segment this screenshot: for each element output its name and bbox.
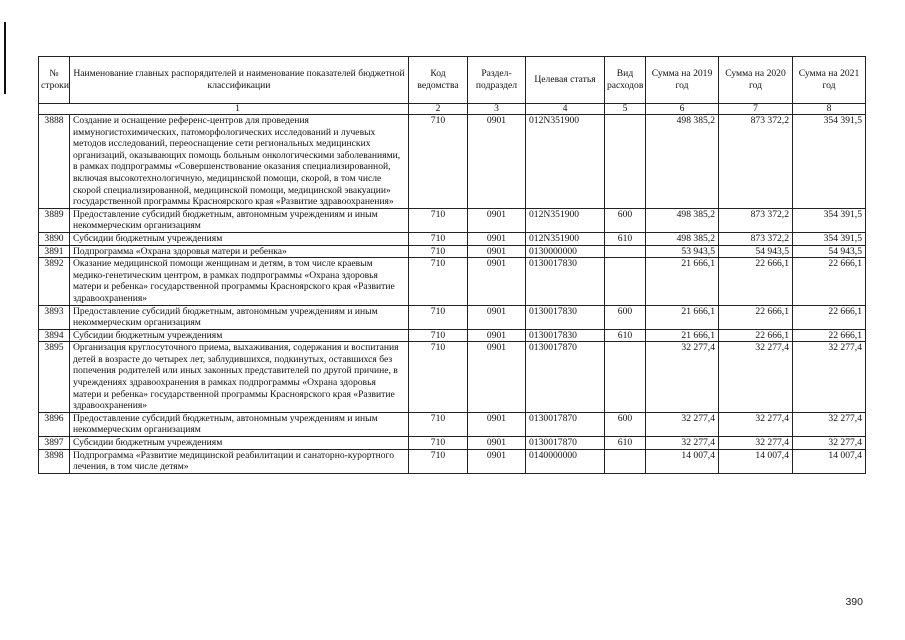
row-amount-2019: 21 666,1 — [646, 258, 719, 305]
column-number: 7 — [719, 104, 793, 115]
row-amount-2020: 873 372,2 — [719, 115, 793, 209]
row-expense-type — [605, 115, 646, 209]
row-department-code: 710 — [409, 245, 468, 258]
row-department-code: 710 — [409, 449, 468, 473]
table-row — [39, 449, 866, 473]
row-department-code: 710 — [409, 305, 468, 329]
row-name: Предоставление субсидий бюджетным, автономным учреждениям и иным некоммерческим организациям — [70, 412, 409, 436]
col-header-name: Наименование главных распорядителей и наименование показателей бюджетной классификации — [70, 57, 409, 104]
row-target-article: 0130017830 — [526, 258, 605, 305]
row-section: 0901 — [468, 115, 526, 209]
row-amount-2020: 32 277,4 — [719, 342, 793, 413]
row-number: 3889 — [39, 208, 70, 232]
row-department-code: 710 — [409, 258, 468, 305]
row-name: Оказание медицинской помощи женщинам и детям, в том числе краевым медико-генетическим центром, в рамках подпрограммы «Охрана здоровья матери и ребенка» государственной программы Красноярского края «Развитие здравоохранения» — [70, 258, 409, 305]
column-number: 3 — [468, 104, 526, 115]
row-section: 0901 — [468, 258, 526, 305]
row-number: 3898 — [39, 449, 70, 473]
row-amount-2019: 498 385,2 — [646, 115, 719, 209]
row-department-code: 710 — [409, 232, 468, 245]
row-target-article: 0130017830 — [526, 329, 605, 342]
col-header-num: № строки — [39, 57, 70, 104]
row-name: Подпрограмма «Охрана здоровья матери и ребенка» — [70, 245, 409, 258]
col-header-2019: Сумма на 2019 год — [646, 57, 719, 104]
col-header-2020: Сумма на 2020 год — [719, 57, 793, 104]
row-department-code: 710 — [409, 115, 468, 209]
row-amount-2019: 32 277,4 — [646, 412, 719, 436]
column-number: 8 — [793, 104, 866, 115]
row-amount-2020: 32 277,4 — [719, 437, 793, 450]
column-number: 5 — [605, 104, 646, 115]
row-amount-2019: 21 666,1 — [646, 305, 719, 329]
row-amount-2021: 22 666,1 — [793, 329, 866, 342]
row-expense-type: 610 — [605, 437, 646, 450]
row-target-article: 0130000000 — [526, 245, 605, 258]
row-name: Субсидии бюджетным учреждениям — [70, 329, 409, 342]
row-expense-type — [605, 449, 646, 473]
row-amount-2020: 22 666,1 — [719, 305, 793, 329]
row-amount-2019: 32 277,4 — [646, 437, 719, 450]
row-amount-2020: 22 666,1 — [719, 329, 793, 342]
row-expense-type — [605, 342, 646, 413]
row-section: 0901 — [468, 232, 526, 245]
row-amount-2019: 53 943,5 — [646, 245, 719, 258]
row-amount-2021: 354 391,5 — [793, 208, 866, 232]
row-number: 3895 — [39, 342, 70, 413]
col-header-section: Раздел-подраздел — [468, 57, 526, 104]
row-target-article: 0130017870 — [526, 342, 605, 413]
column-number: 6 — [646, 104, 719, 115]
row-amount-2019: 32 277,4 — [646, 342, 719, 413]
row-expense-type — [605, 258, 646, 305]
row-name: Предоставление субсидий бюджетным, автономным учреждениям и иным некоммерческим организациям — [70, 208, 409, 232]
row-section: 0901 — [468, 305, 526, 329]
row-number: 3894 — [39, 329, 70, 342]
row-department-code: 710 — [409, 437, 468, 450]
row-amount-2021: 354 391,5 — [793, 232, 866, 245]
column-number-row — [39, 104, 866, 115]
row-section: 0901 — [468, 449, 526, 473]
row-expense-type — [605, 245, 646, 258]
row-expense-type: 610 — [605, 232, 646, 245]
column-number: 2 — [409, 104, 468, 115]
row-expense-type: 600 — [605, 208, 646, 232]
row-target-article: 0130017830 — [526, 305, 605, 329]
row-amount-2020: 22 666,1 — [719, 258, 793, 305]
table-row — [39, 208, 866, 232]
row-section: 0901 — [468, 342, 526, 413]
row-amount-2020: 873 372,2 — [719, 208, 793, 232]
table-row — [39, 329, 866, 342]
row-amount-2020: 873 372,2 — [719, 232, 793, 245]
row-section: 0901 — [468, 412, 526, 436]
row-target-article: 0130017870 — [526, 437, 605, 450]
row-target-article: 0140000000 — [526, 449, 605, 473]
row-number: 3891 — [39, 245, 70, 258]
page-number: 390 — [845, 596, 863, 608]
row-name: Создание и оснащение референс-центров для проведения иммуногистохимических, патоморфологических исследований и лучевых методов исследований, переоснащение сети региональных медицинских организаций, оказывающих помощь больным онкологическими заболеваниями, в рамках подпрограммы «Совершенствование оказания специализированной, включая высокотехнологичную, медицинской помощи, скорой, в том числе скорой специализированной, медицинской помощи, медицинской эвакуации» государственной программы Красноярского края «Развитие здравоохранения» — [70, 115, 409, 209]
row-department-code: 710 — [409, 208, 468, 232]
table-row — [39, 232, 866, 245]
row-section: 0901 — [468, 245, 526, 258]
row-department-code: 710 — [409, 329, 468, 342]
row-section: 0901 — [468, 208, 526, 232]
table-row — [39, 305, 866, 329]
row-department-code: 710 — [409, 412, 468, 436]
row-amount-2021: 32 277,4 — [793, 437, 866, 450]
row-amount-2021: 22 666,1 — [793, 258, 866, 305]
row-name: Предоставление субсидий бюджетным, автономным учреждениям и иным некоммерческим организациям — [70, 305, 409, 329]
row-amount-2019: 498 385,2 — [646, 208, 719, 232]
table-row — [39, 437, 866, 450]
row-target-article: 012N351900 — [526, 232, 605, 245]
row-expense-type: 600 — [605, 412, 646, 436]
row-amount-2021: 354 391,5 — [793, 115, 866, 209]
row-target-article: 012N351900 — [526, 115, 605, 209]
table-row — [39, 115, 866, 209]
row-section: 0901 — [468, 329, 526, 342]
row-number: 3897 — [39, 437, 70, 450]
row-number: 3896 — [39, 412, 70, 436]
col-header-type: Вид расходов — [605, 57, 646, 104]
row-amount-2020: 32 277,4 — [719, 412, 793, 436]
row-section: 0901 — [468, 437, 526, 450]
budget-table — [38, 56, 866, 474]
row-name: Организация круглосуточного приема, выхаживания, содержания и воспитания детей в возрасте до четырех лет, заблудившихся, подкинутых, оставшихся без попечения родителей или иных законных представителей по другой причине, в учреждениях здравоохранения в рамках подпрограммы «Охрана здоровья матери и ребенка» государственной программы Красноярского края «Развитие здравоохранения» — [70, 342, 409, 413]
column-number: 1 — [39, 104, 409, 115]
row-amount-2021: 32 277,4 — [793, 342, 866, 413]
row-amount-2021: 54 943,5 — [793, 245, 866, 258]
col-header-code: Код ведомства — [409, 57, 468, 104]
col-header-2021: Сумма на 2021 год — [793, 57, 866, 104]
row-number: 3888 — [39, 115, 70, 209]
row-name: Субсидии бюджетным учреждениям — [70, 437, 409, 450]
row-amount-2019: 14 007,4 — [646, 449, 719, 473]
row-amount-2020: 14 007,4 — [719, 449, 793, 473]
row-amount-2021: 32 277,4 — [793, 412, 866, 436]
header-row — [39, 57, 866, 104]
row-amount-2020: 54 943,5 — [719, 245, 793, 258]
row-department-code: 710 — [409, 342, 468, 413]
row-target-article: 0130017870 — [526, 412, 605, 436]
row-number: 3892 — [39, 258, 70, 305]
table-row — [39, 245, 866, 258]
row-amount-2021: 22 666,1 — [793, 305, 866, 329]
row-amount-2019: 498 385,2 — [646, 232, 719, 245]
table-row — [39, 258, 866, 305]
table-row — [39, 342, 866, 413]
row-target-article: 012N351900 — [526, 208, 605, 232]
table-body — [39, 115, 866, 474]
row-amount-2019: 21 666,1 — [646, 329, 719, 342]
margin-bar — [4, 22, 6, 94]
row-number: 3893 — [39, 305, 70, 329]
row-expense-type: 610 — [605, 329, 646, 342]
col-header-target: Целевая статья — [526, 57, 605, 104]
row-name: Субсидии бюджетным учреждениям — [70, 232, 409, 245]
table-row — [39, 412, 866, 436]
row-name: Подпрограмма «Развитие медицинской реабилитации и санаторно-курортного лечения, в том числе детям» — [70, 449, 409, 473]
row-amount-2021: 14 007,4 — [793, 449, 866, 473]
column-number: 4 — [526, 104, 605, 115]
row-number: 3890 — [39, 232, 70, 245]
row-expense-type: 600 — [605, 305, 646, 329]
